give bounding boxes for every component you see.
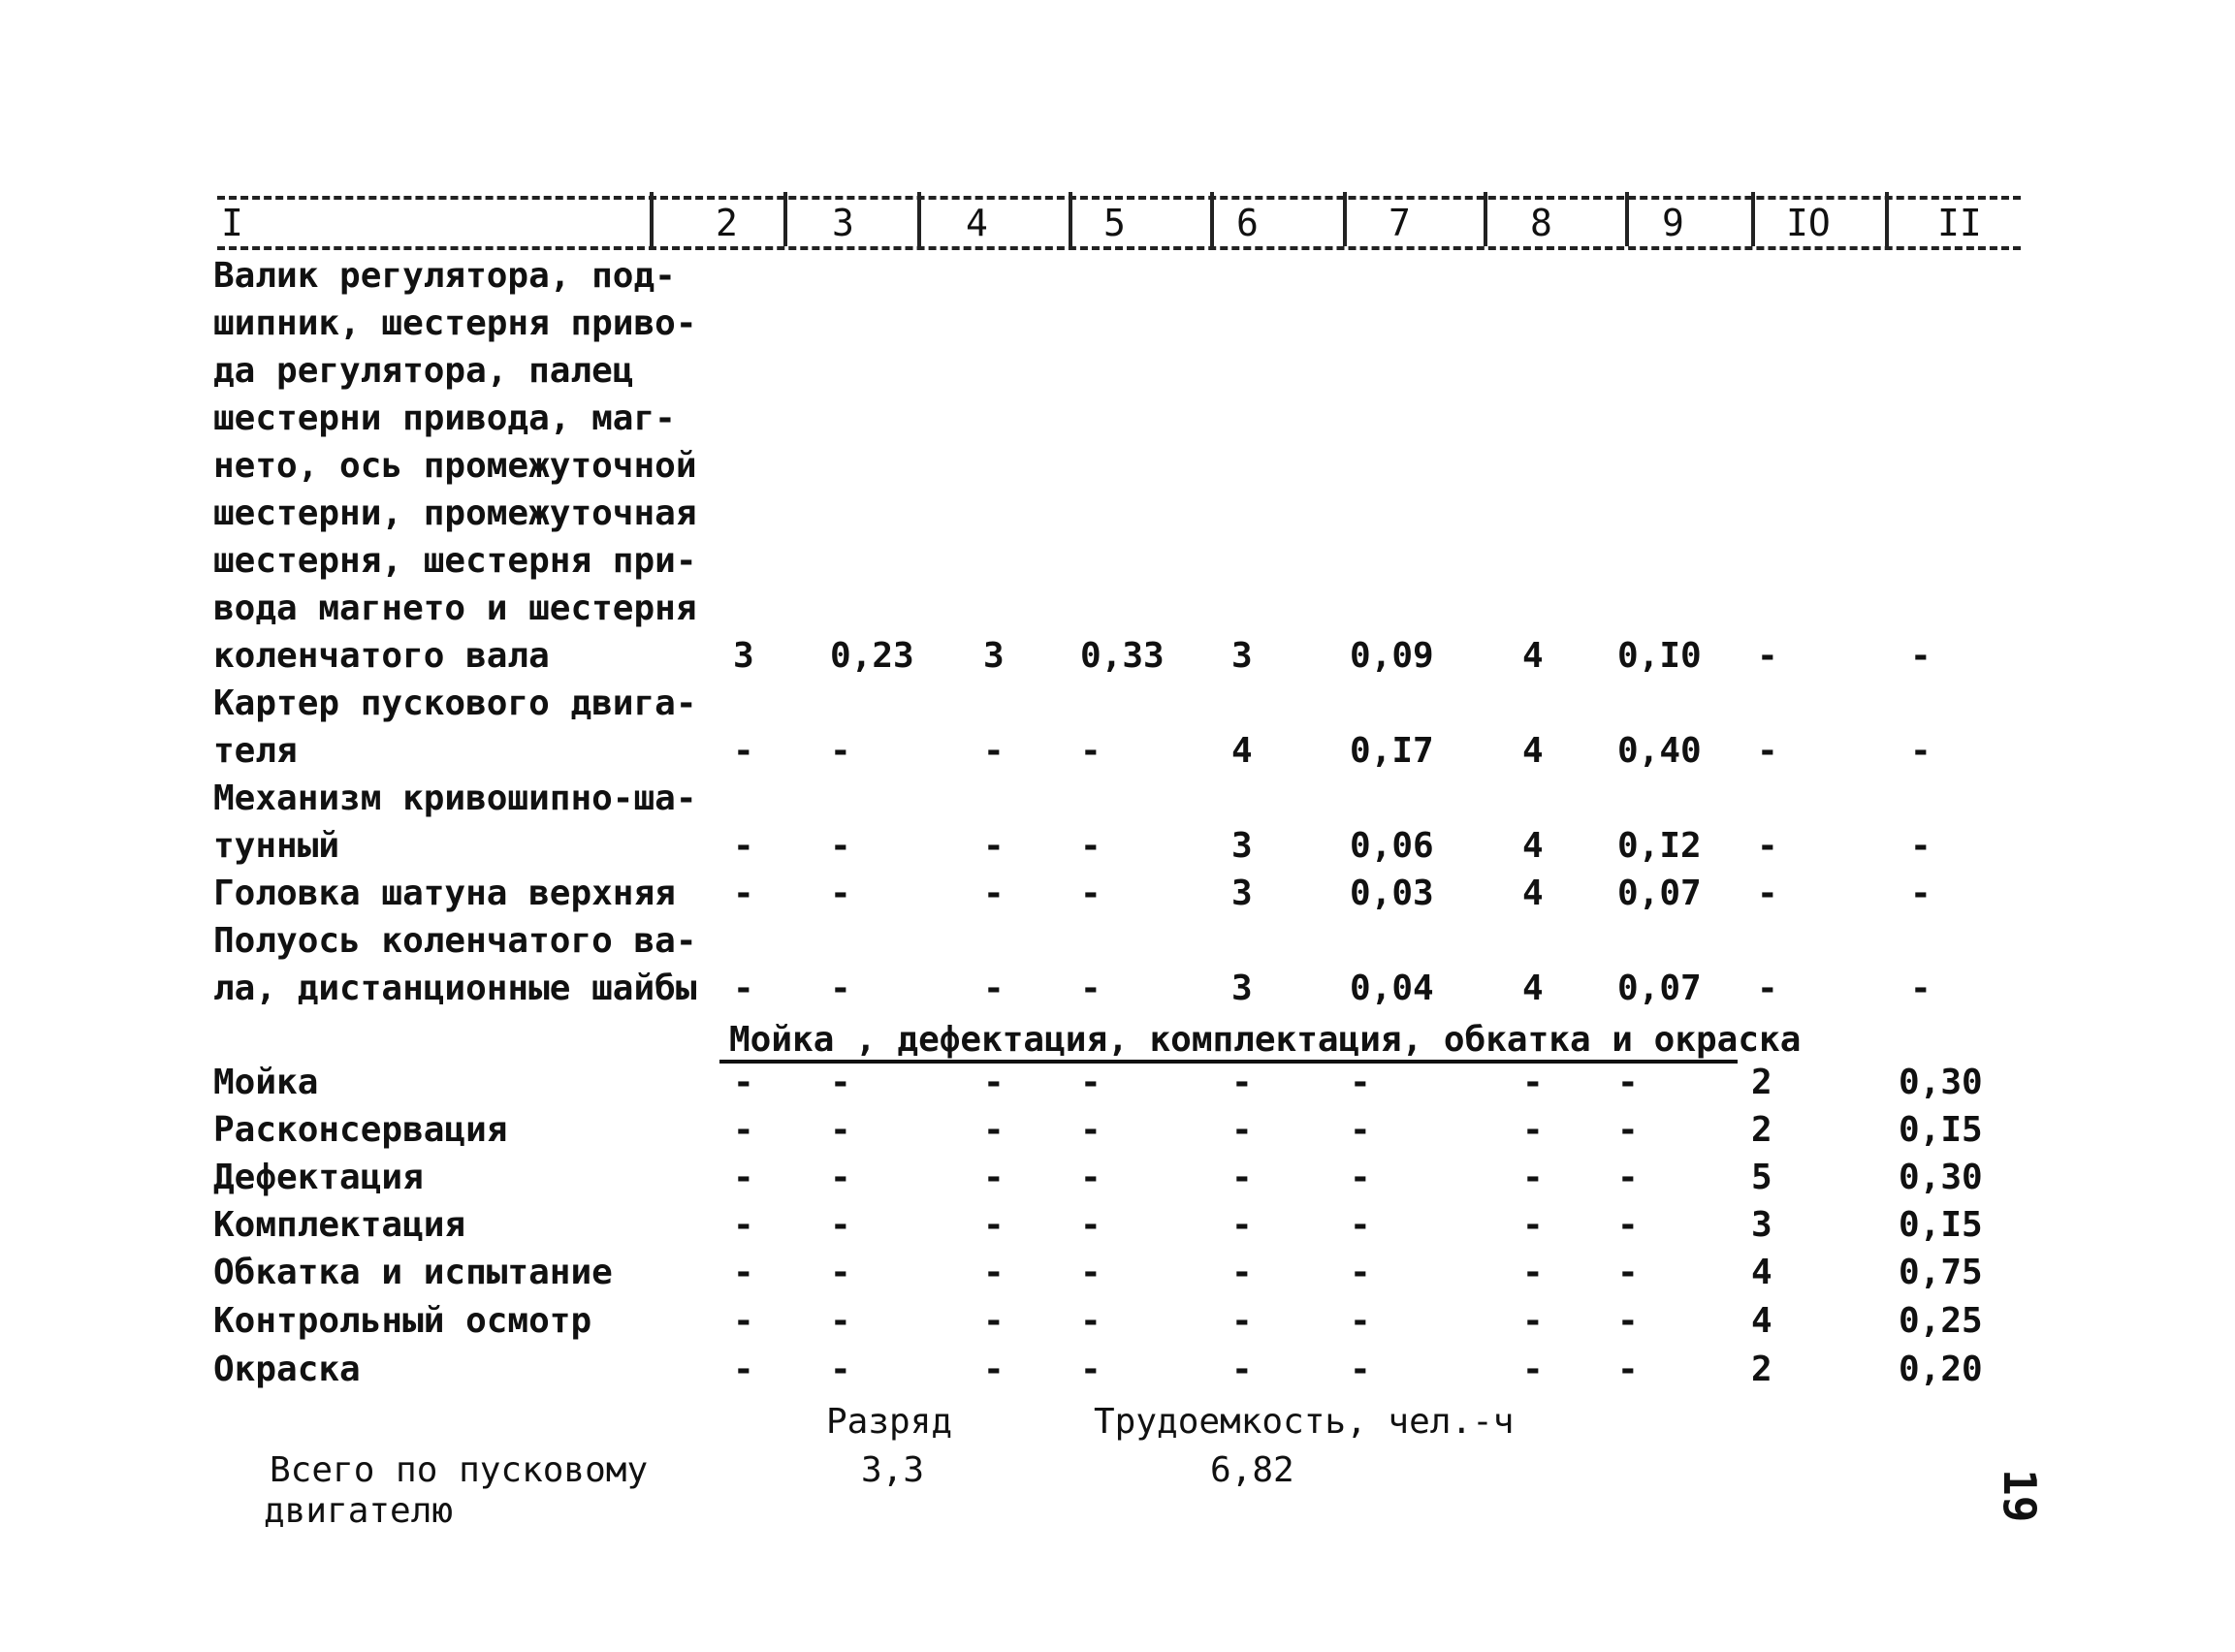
header-top-rule [217, 196, 2021, 200]
table-cell: - [983, 1350, 1005, 1389]
column-header-4: 4 [966, 202, 988, 244]
table-cell: - [733, 1158, 754, 1197]
table-cell: - [983, 1205, 1005, 1245]
table-cell: - [1522, 1350, 1544, 1389]
table-cell: 4 [1522, 874, 1544, 913]
table-cell: - [1910, 731, 1932, 771]
table-cell: - [1080, 1301, 1102, 1341]
table-cell: - [830, 1158, 851, 1197]
header-separator [1625, 192, 1629, 246]
table-cell: - [733, 1253, 754, 1292]
table-cell: - [983, 826, 1005, 866]
table-cell: 3 [733, 636, 754, 676]
table-cell: 3 [1231, 826, 1253, 866]
table-cell: - [1617, 1063, 1639, 1102]
table-cell: - [733, 1301, 754, 1341]
table-cell: - [733, 1110, 754, 1150]
row-name-line: Полуось коленчатого ва- [213, 921, 697, 961]
table-cell: - [1522, 1301, 1544, 1341]
table-cell: 4 [1751, 1253, 1772, 1292]
table-cell: - [1522, 1110, 1544, 1150]
table-cell: - [1350, 1063, 1371, 1102]
table-cell: - [1080, 1253, 1102, 1292]
row-name-line: коленчатого вала [213, 636, 550, 676]
table-cell: 0,I5 [1899, 1205, 1983, 1245]
table-cell: - [1757, 731, 1778, 771]
table-cell: - [830, 874, 851, 913]
table-cell: - [830, 1301, 851, 1341]
table-cell: 0,25 [1899, 1301, 1983, 1341]
table-cell: - [1080, 1110, 1102, 1150]
column-header-1: I [221, 202, 243, 244]
row-name-line: теля [213, 731, 298, 771]
table-cell: - [983, 1253, 1005, 1292]
table-cell: - [1231, 1350, 1253, 1389]
row-name-line: Валик регулятора, под- [213, 256, 676, 296]
table-cell: - [1231, 1253, 1253, 1292]
table-cell: - [830, 826, 851, 866]
table-cell: 0,33 [1080, 636, 1165, 676]
table-cell: - [733, 826, 754, 866]
table-cell: - [1757, 636, 1778, 676]
table-cell: 0,I0 [1617, 636, 1702, 676]
header-separator [650, 192, 654, 246]
section-underline [719, 1060, 1738, 1064]
table-cell: - [1350, 1301, 1371, 1341]
table-cell: - [1231, 1158, 1253, 1197]
table-cell: 3 [1231, 969, 1253, 1008]
row-name: Дефектация [213, 1158, 424, 1197]
table-cell: - [1080, 969, 1102, 1008]
table-cell: - [983, 1301, 1005, 1341]
row-name-line: да регулятора, палец [213, 351, 634, 391]
table-cell: 0,30 [1899, 1158, 1983, 1197]
table-cell: - [1757, 826, 1778, 866]
table-cell: - [733, 1205, 754, 1245]
row-name-line: вода магнето и шестерня [213, 588, 697, 628]
row-name: Окраска [213, 1350, 361, 1389]
table-cell: - [830, 969, 851, 1008]
table-cell: 0,I5 [1899, 1110, 1983, 1150]
row-name-line: ла, дистанционные шайбы [213, 969, 697, 1008]
table-cell: - [1522, 1063, 1544, 1102]
row-name-line: Механизм кривошипно-ша- [213, 778, 697, 818]
table-cell: - [983, 1158, 1005, 1197]
row-name-line: шипник, шестерня приво- [213, 303, 697, 343]
column-header-7: 7 [1389, 202, 1411, 244]
column-header-8: 8 [1530, 202, 1552, 244]
header-separator [1484, 192, 1487, 246]
row-name-line: шестерня, шестерня при- [213, 541, 697, 581]
column-header-11: II [1937, 202, 1982, 244]
table-cell: 4 [1522, 636, 1544, 676]
header-bottom-rule [217, 246, 2021, 250]
row-name: Расконсервация [213, 1110, 508, 1150]
table-cell: 0,07 [1617, 874, 1702, 913]
total-label-line2: двигателю [264, 1491, 454, 1531]
table-cell: 4 [1522, 969, 1544, 1008]
table-cell: - [1617, 1110, 1639, 1150]
table-cell: - [983, 1063, 1005, 1102]
table-cell: - [983, 874, 1005, 913]
row-name-line: нето, ось промежуточной [213, 446, 697, 486]
table-cell: - [1080, 731, 1102, 771]
table-cell: 4 [1751, 1301, 1772, 1341]
table-cell: - [830, 1063, 851, 1102]
header-separator [783, 192, 787, 246]
row-name: Комплектация [213, 1205, 466, 1245]
table-cell: 4 [1522, 731, 1544, 771]
header-separator [1343, 192, 1347, 246]
header-separator [1210, 192, 1214, 246]
table-cell: 3 [983, 636, 1005, 676]
column-header-10: IO [1786, 202, 1831, 244]
page-number: 19 [1994, 1469, 2046, 1523]
row-name: Мойка [213, 1063, 319, 1102]
table-cell: 0,23 [830, 636, 914, 676]
header-separator [917, 192, 921, 246]
table-cell: - [1080, 1158, 1102, 1197]
table-cell: 0,I2 [1617, 826, 1702, 866]
column-header-6: 6 [1236, 202, 1259, 244]
table-cell: - [1910, 874, 1932, 913]
table-cell: - [1350, 1350, 1371, 1389]
table-cell: 0,03 [1350, 874, 1434, 913]
table-cell: - [1617, 1158, 1639, 1197]
table-cell: - [1231, 1301, 1253, 1341]
table-cell: 3 [1231, 636, 1253, 676]
table-cell: 0,09 [1350, 636, 1434, 676]
table-cell: - [733, 731, 754, 771]
table-cell: - [733, 1063, 754, 1102]
table-cell: 3 [1231, 874, 1253, 913]
table-cell: 0,30 [1899, 1063, 1983, 1102]
table-cell: - [1080, 1063, 1102, 1102]
table-cell: - [1231, 1205, 1253, 1245]
section-title: Мойка , дефектация, комплектация, обкатка и окраска [729, 1020, 1802, 1060]
header-separator [1885, 192, 1889, 246]
table-cell: - [1617, 1350, 1639, 1389]
table-cell: 0,I7 [1350, 731, 1434, 771]
table-cell: - [830, 1350, 851, 1389]
table-cell: - [1080, 1205, 1102, 1245]
table-cell: - [1080, 1350, 1102, 1389]
table-cell: 0,20 [1899, 1350, 1983, 1389]
column-header-3: 3 [832, 202, 854, 244]
table-cell: - [1617, 1301, 1639, 1341]
labor-label: Трудоемкость, чел.-ч [1094, 1402, 1515, 1442]
table-cell: 2 [1751, 1110, 1772, 1150]
table-cell: - [1522, 1158, 1544, 1197]
table-cell: - [1757, 874, 1778, 913]
row-name-line: Головка шатуна верхняя [213, 874, 676, 913]
table-cell: - [983, 1110, 1005, 1150]
table-cell: - [733, 874, 754, 913]
table-cell: - [830, 1253, 851, 1292]
table-cell: - [1910, 636, 1932, 676]
table-cell: - [1350, 1158, 1371, 1197]
row-name-line: шестерни привода, маг- [213, 398, 676, 438]
grade-label: Разряд [826, 1402, 953, 1442]
table-cell: - [1522, 1253, 1544, 1292]
table-cell: 4 [1231, 731, 1253, 771]
table-cell: 5 [1751, 1158, 1772, 1197]
grade-value: 3,3 [861, 1450, 925, 1490]
table-cell: 0,06 [1350, 826, 1434, 866]
table-cell: - [1350, 1110, 1371, 1150]
table-cell: - [1080, 874, 1102, 913]
table-cell: - [1617, 1253, 1639, 1292]
row-name-line: тунный [213, 826, 340, 866]
row-name: Обкатка и испытание [213, 1253, 613, 1292]
table-cell: - [983, 731, 1005, 771]
table-cell: - [1522, 1205, 1544, 1245]
row-name-line: Картер пускового двига- [213, 683, 697, 723]
table-cell: - [1080, 826, 1102, 866]
table-cell: 0,75 [1899, 1253, 1983, 1292]
total-label-line1: Всего по пусковому [270, 1450, 649, 1490]
table-cell: 2 [1751, 1063, 1772, 1102]
table-cell: 4 [1522, 826, 1544, 866]
table-cell: - [1231, 1110, 1253, 1150]
table-cell: - [733, 1350, 754, 1389]
table-cell: 0,40 [1617, 731, 1702, 771]
table-cell: - [983, 969, 1005, 1008]
table-cell: - [830, 1205, 851, 1245]
table-cell: 3 [1751, 1205, 1772, 1245]
table-cell: - [733, 969, 754, 1008]
table-cell: - [1757, 969, 1778, 1008]
table-cell: - [1350, 1253, 1371, 1292]
table-cell: 2 [1751, 1350, 1772, 1389]
column-header-5: 5 [1103, 202, 1126, 244]
header-separator [1069, 192, 1072, 246]
table-cell: 0,07 [1617, 969, 1702, 1008]
table-cell: 0,04 [1350, 969, 1434, 1008]
row-name-line: шестерни, промежуточная [213, 493, 697, 533]
labor-value: 6,82 [1210, 1450, 1294, 1490]
column-header-2: 2 [716, 202, 738, 244]
table-cell: - [1617, 1205, 1639, 1245]
table-cell: - [1231, 1063, 1253, 1102]
row-name: Контрольный осмотр [213, 1301, 592, 1341]
table-cell: - [830, 731, 851, 771]
table-cell: - [1910, 969, 1932, 1008]
table-cell: - [1910, 826, 1932, 866]
table-cell: - [830, 1110, 851, 1150]
column-header-9: 9 [1662, 202, 1684, 244]
header-separator [1751, 192, 1755, 246]
table-cell: - [1350, 1205, 1371, 1245]
